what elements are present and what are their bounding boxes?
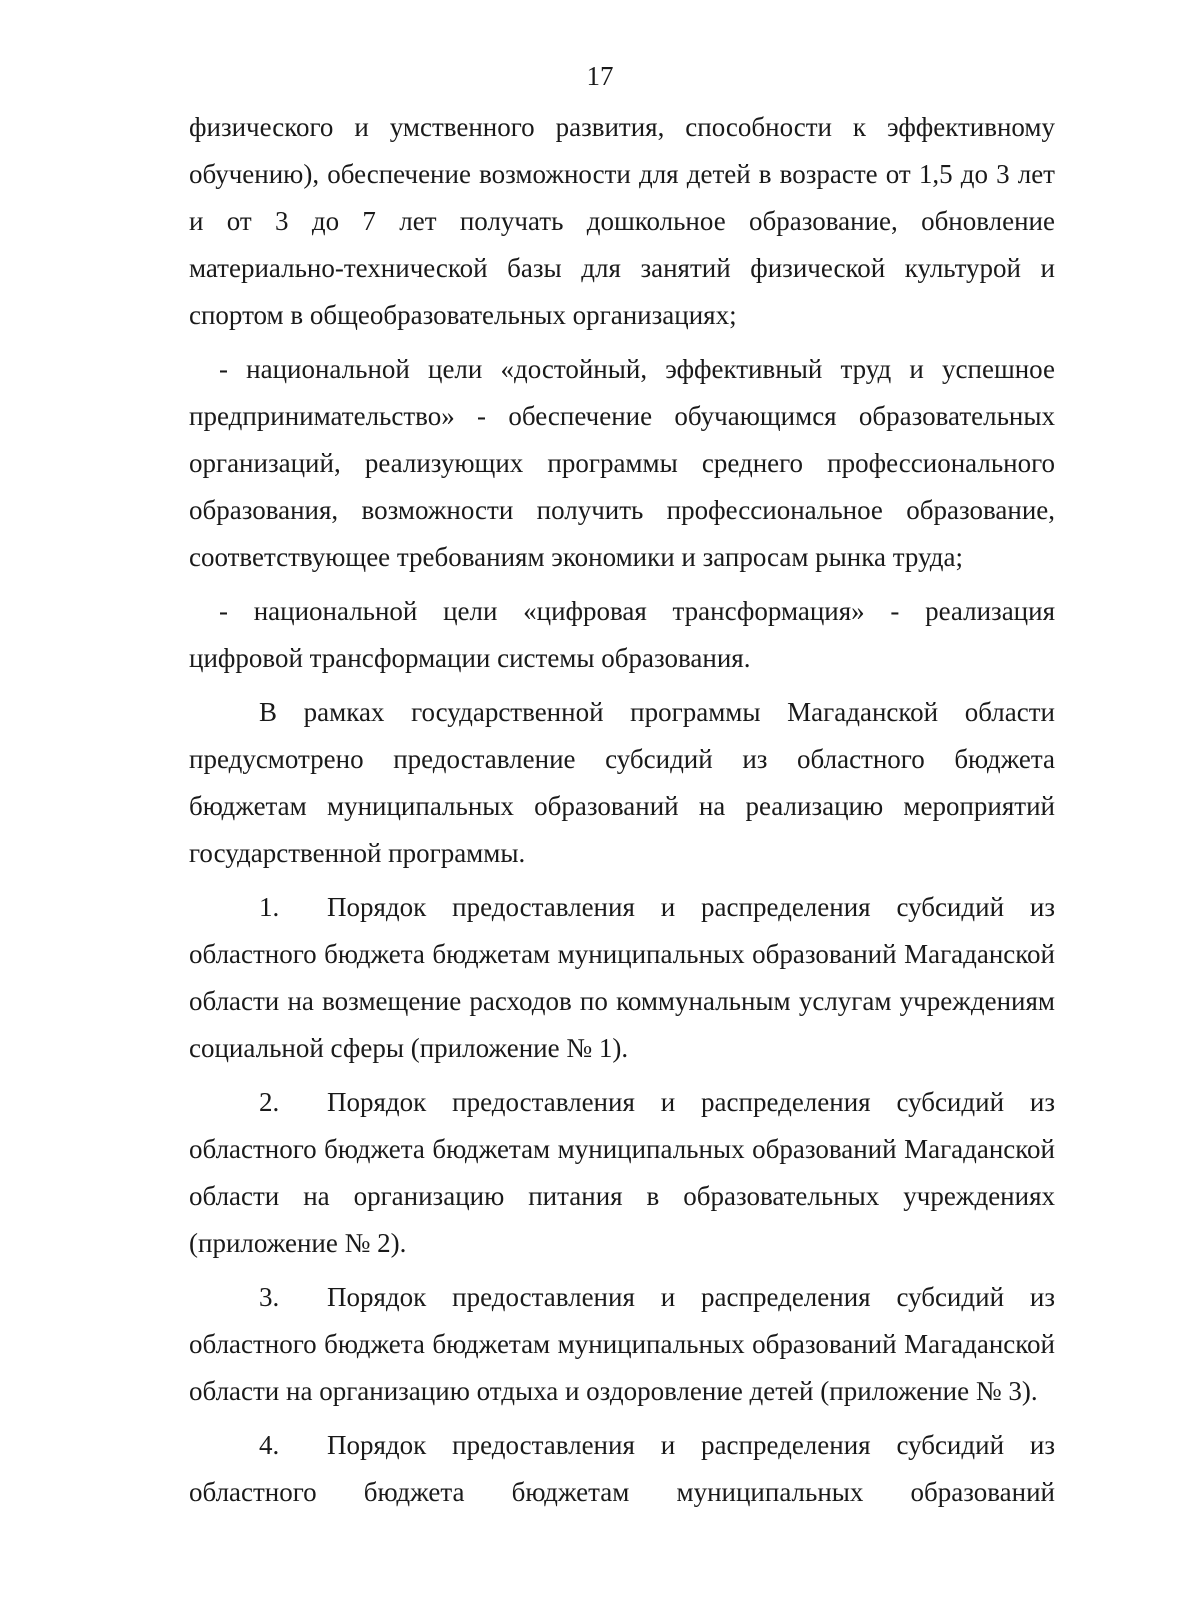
list-item-number: 1. — [259, 892, 280, 922]
list-item-number: 2. — [259, 1087, 280, 1117]
page-number: 17 — [586, 61, 614, 91]
list-item-text: Порядок предоставления и распределения субсидий из областного бюджета бюджетам муниципальных образований — [189, 1430, 1055, 1507]
list-item-2 — [189, 1079, 1055, 1267]
list-item-1 — [189, 884, 1055, 1072]
paragraph-program-subsidies: В рамках государственной программы Магаданской области предусмотрено предоставление субсидий из областного бюджета бюджетам муниципальных образований на реализацию мероприятий государственной программы. — [189, 697, 1055, 868]
document-body — [189, 104, 1055, 1516]
list-item-text: Порядок предоставления и распределения субсидий из областного бюджета бюджетам муниципальных образований Магаданской области на организацию питания в образовательных учреждениях (приложение № 2). — [189, 1087, 1055, 1258]
list-item-3 — [189, 1274, 1055, 1415]
paragraph-continuation: физического и умственного развития, способности к эффективному обучению), обеспечение возможности для детей в возрасте от 1,5 до 3 лет и от 3 до 7 лет получать дошкольное образование, обновление материально-технической базы для занятий физической культурой и спортом в общеобразовательных организациях; — [189, 112, 1055, 330]
list-item-text: Порядок предоставления и распределения субсидий из областного бюджета бюджетам муниципальных образований Магаданской области на организацию отдыха и оздоровление детей (приложение № 3). — [189, 1282, 1055, 1406]
list-item-4 — [189, 1422, 1055, 1516]
list-item-number: 3. — [259, 1282, 280, 1312]
list-item-number: 4. — [259, 1430, 280, 1460]
list-item-text: Порядок предоставления и распределения субсидий из областного бюджета бюджетам муниципальных образований Магаданской области на возмещение расходов по коммунальным услугам учреждениям социальной сферы (приложение № 1). — [189, 892, 1055, 1063]
paragraph-goal-digital: - национальной цели «цифровая трансформация» - реализация цифровой трансформации системы образования. — [189, 596, 1055, 673]
paragraph-goal-labor: - национальной цели «достойный, эффективный труд и успешное предпринимательство» - обеспечение обучающимся образовательных организаций, реализующих программы среднего профессионального образования, возможности получить профессиональное образование, соответствующее требованиям экономики и запросам рынка труда; — [189, 354, 1055, 572]
